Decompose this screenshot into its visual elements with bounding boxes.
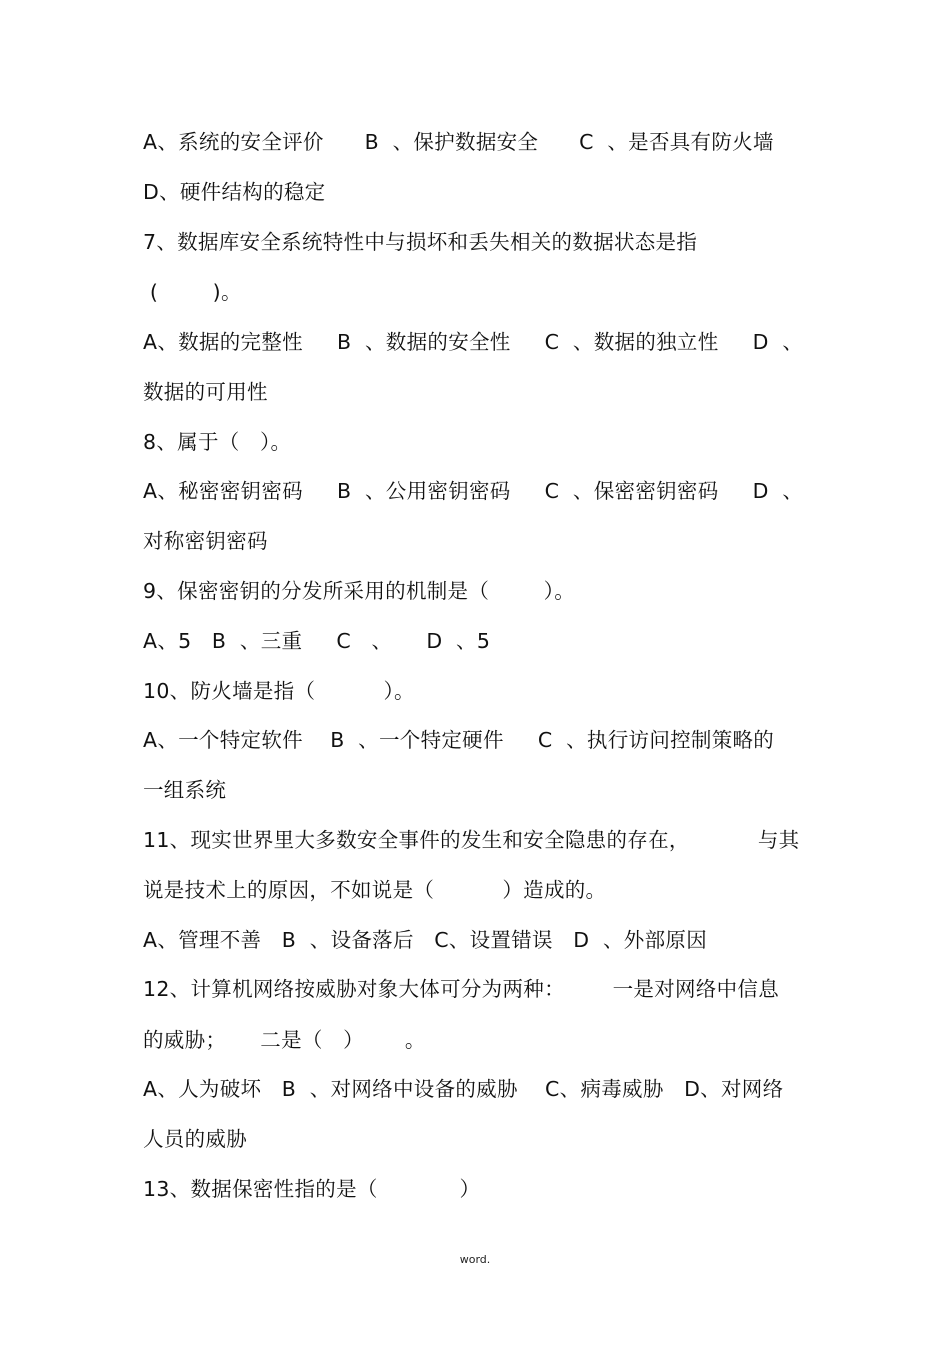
text-line: ( )。	[143, 280, 242, 304]
text-line: 11、现实世界里大多数安全事件的发生和安全隐患的存在， 与其	[143, 828, 800, 852]
text-line: A、秘密密钥密码 B 、公用密钥密码 C 、保密密钥密码 D 、	[143, 479, 804, 503]
text-line: A、数据的完整性 B 、数据的安全性 C 、数据的独立性 D 、	[143, 330, 804, 354]
text-line: 10、防火墙是指（ ）。	[143, 679, 415, 703]
text-line: A、一个特定软件 B 、一个特定硬件 C 、执行访问控制策略的	[143, 728, 775, 752]
text-line: A、人为破坏 B 、对网络中设备的威胁 C、病毒威胁 D、对网络	[143, 1077, 784, 1101]
text-line: A、系统的安全评价 B 、保护数据安全 C 、是否具有防火墙	[143, 130, 774, 154]
text-line: 的威胁； 二是（ ） 。	[143, 1028, 426, 1052]
text-line: 8、属于（ ）。	[143, 430, 292, 454]
text-line: 9、保密密钥的分发所采用的机制是（ ）。	[143, 579, 576, 603]
page-footer: word.	[459, 1253, 491, 1266]
text-line: 说是技术上的原因，不如说是（ ）造成的。	[143, 878, 607, 902]
text-line: 13、数据保密性指的是（ ）	[143, 1177, 481, 1201]
text-line: 一组系统	[143, 778, 227, 802]
text-line: A、5 B 、三重 C 、 D 、5	[143, 629, 491, 653]
text-line: 12、计算机网络按威胁对象大体可分为两种： 一是对网络中信息	[143, 977, 779, 1001]
text-line: 7、数据库安全系统特性中与损坏和丢失相关的数据状态是指	[143, 230, 698, 254]
text-line: D、硬件结构的稳定	[143, 180, 326, 204]
text-line: 人员的威胁	[143, 1127, 247, 1151]
text-line: 对称密钥密码	[143, 529, 268, 553]
text-line: A、管理不善 B 、设备落后 C、设置错误 D 、外部原因	[143, 928, 707, 952]
text-line: 数据的可用性	[143, 380, 268, 404]
